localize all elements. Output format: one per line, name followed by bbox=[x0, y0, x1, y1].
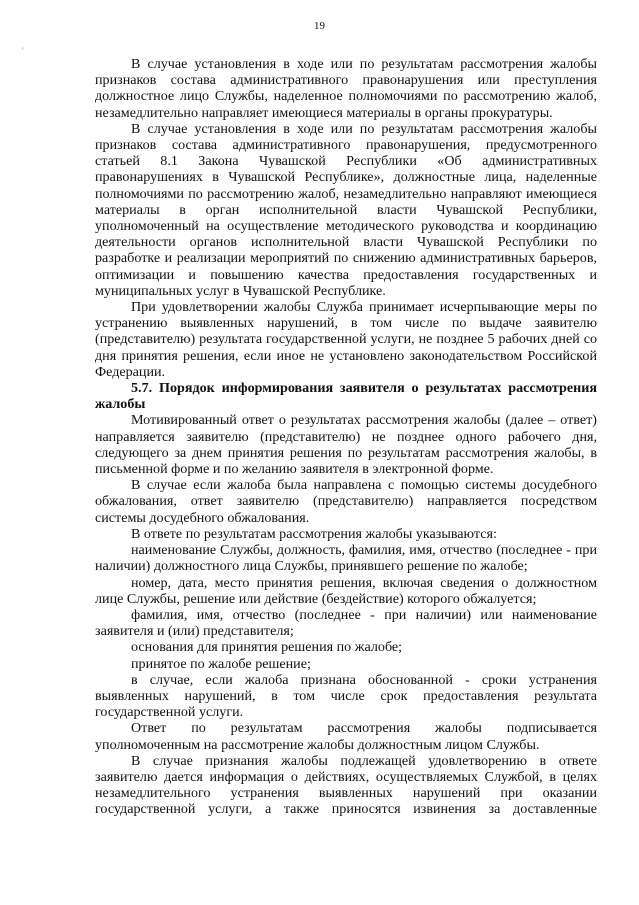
paragraph: В случае если жалоба была направлена с помощью системы досудебного обжалования, ответ заявителю (представителю) направляется посредством системы досудебного обжалования. bbox=[95, 477, 597, 526]
paragraph: В ответе по результатам рассмотрения жалобы указываются: bbox=[131, 525, 497, 542]
margin-mark: ' bbox=[22, 46, 24, 56]
document-body bbox=[95, 56, 597, 818]
paragraph: основания для принятия решения по жалобе; bbox=[131, 639, 403, 656]
paragraph: В случае установления в ходе или по результатам рассмотрения жалобы признаков состава административного правонарушения или преступления должностное лицо Службы, наделенное полномочиями по рассмотрению жалоб, незамедлительно направляет имеющиеся материалы в органы прокуратуры. bbox=[95, 56, 597, 121]
paragraph: Ответ по результатам рассмотрения жалобы подписывается уполномоченным на рассмотрение жалобы должностным лицом Службы. bbox=[95, 720, 597, 753]
paragraph: в случае, если жалоба признана обоснованной - сроки устранения выявленных нарушений, в том числе срок предоставления результата государственной услуги. bbox=[95, 671, 597, 721]
page-number: 19 bbox=[314, 20, 325, 32]
paragraph: Мотивированный ответ о результатах рассмотрения жалобы (далее – ответ) направляется заявителю (представителю) не позднее одного рабочего дня, следующего за днем принятия решения по результатам рассмотрения жалобы, в письменной форме и по желанию заявителя в электронной форме. bbox=[95, 412, 597, 478]
paragraph: номер, дата, место принятия решения, включая сведения о должностном лице Службы, решение или действие (бездействие) которого обжалуется; bbox=[95, 574, 597, 607]
section-heading: 5.7. Порядок информирования заявителя о результатах рассмотрения жалобы bbox=[95, 380, 597, 413]
paragraph: В случае установления в ходе или по результатам рассмотрения жалобы признаков состава административного правонарушения, предусмотренного статьей 8.1 Закона Чувашской Республики «Об административных правонарушениях в Чувашской Республике», должностные лица, наделенные полномочиями по рассмотрению жалоб, незамедлительно направляют имеющиеся материалы в орган исполнительной власти Чувашской Республики, уполномоченный на осуществление методического руководства и координацию деятельности органов исполнительной власти Чувашской Республики по разработке и реализации мероприятий по снижению административных барьеров, оптимизации и повышению качества предоставления государственных и муниципальных услуг в Чувашской Республике. bbox=[95, 120, 597, 299]
paragraph: принятое по жалобе решение; bbox=[131, 655, 311, 672]
paragraph: В случае признания жалобы подлежащей удовлетворению в ответе заявителю дается информация о действиях, осуществляемых Службой, в целях незамедлительного устранения выявленных нарушений при оказании государственной услуги, а также приносятся извинения за доставленные bbox=[95, 752, 597, 818]
paragraph: наименование Службы, должность, фамилия, имя, отчество (последнее - при наличии) должностного лица Службы, принявшего решение по жалобе; bbox=[95, 542, 597, 575]
paragraph: фамилия, имя, отчество (последнее - при наличии) или наименование заявителя и (или) представителя; bbox=[95, 606, 597, 640]
paragraph: При удовлетворении жалобы Служба принимает исчерпывающие меры по устранению выявленных нарушений, в том числе по выдаче заявителю (представителю) результата государственной услуги, не позднее 5 рабочих дней со дня принятия решения, если иное не установлено законодательством Российской Федерации. bbox=[95, 299, 597, 380]
